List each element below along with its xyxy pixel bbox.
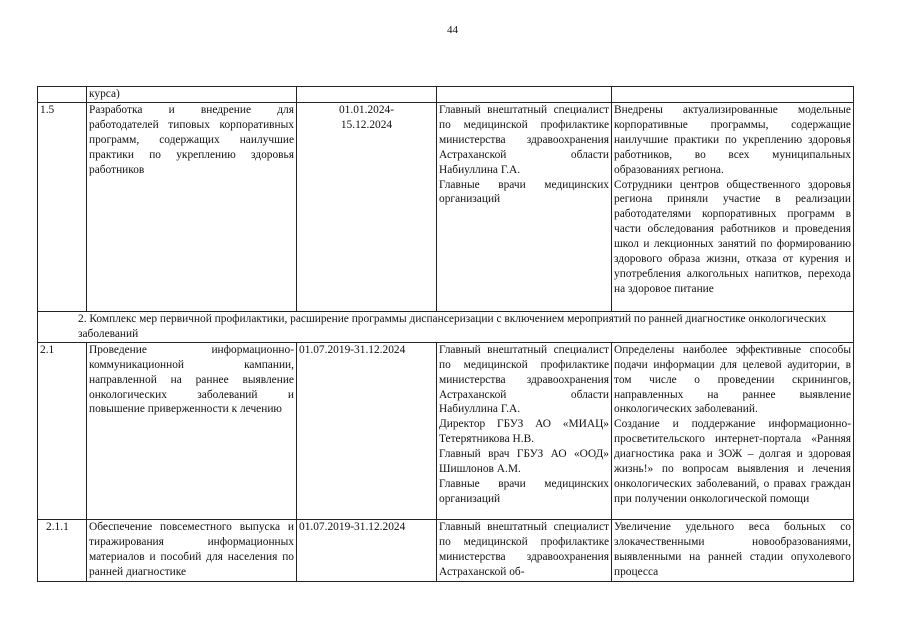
table-row-continuation bbox=[38, 87, 854, 103]
result-paragraph: Увеличение удельного веса больных со злокачественными новообразованиями, выявленными на ранней стадии опухолевого процесса bbox=[614, 520, 851, 578]
table-row-2-1 bbox=[38, 342, 854, 519]
cell-num: 2.1 bbox=[38, 342, 87, 519]
responsible-line: Главные врачи медицинских организаций bbox=[439, 477, 609, 505]
result-paragraph: Определены наиболее эффективные способы подачи информации для целевой аудитории, в том числе о проведении скринингов, направленных на раннее выявление онкологических заболеваний. bbox=[614, 343, 851, 416]
cell-num: 1.5 bbox=[38, 103, 87, 312]
table-row-2-1-1 bbox=[38, 519, 854, 581]
responsible-line: Директор ГБУЗ АО «МИАЦ» Тетерятникова Н.В. bbox=[439, 418, 609, 446]
cell-result bbox=[612, 87, 854, 103]
cell-activity bbox=[87, 87, 297, 103]
cell-activity: Проведение информационно-коммуникационной кампании, направленной на раннее выявление онкологических заболеваний и повышение приверженности к лечению bbox=[87, 342, 297, 519]
cell-period: 01.07.2019-31.12.2024 bbox=[297, 342, 437, 519]
cell-activity bbox=[87, 519, 297, 581]
activity-text: Обеспечение повсеместного выпуска и тиражирования информационных материалов и пособий для населения по ранней диагностике bbox=[89, 520, 294, 578]
cell-responsible bbox=[437, 87, 612, 103]
table-row-section-2 bbox=[38, 312, 854, 343]
section-title: 2. Комплекс мер первичной профилактики, расширение программы диспансеризации с включением мероприятий по ранней диагностике онкологических заболеваний bbox=[38, 312, 854, 343]
cell-result bbox=[612, 103, 854, 312]
result-paragraph: Создание и поддержание информационно-просветительского интернет-портала «Ранняя диагностика рака и ЗОЖ – долгая и здоровая жизнь!» по вопросам выявления и лечения онкологических заболеваний, о правах граждан при получении онкологической помощи bbox=[614, 418, 851, 505]
cell-result bbox=[612, 342, 854, 519]
cell-responsible bbox=[437, 519, 612, 581]
cell-responsible bbox=[437, 103, 612, 312]
page-number: 44 bbox=[447, 24, 458, 36]
measures-table bbox=[37, 86, 854, 582]
cell-result bbox=[612, 519, 854, 581]
cell-period: 01.07.2019-31.12.2024 bbox=[297, 519, 437, 581]
table-row-1-5 bbox=[38, 103, 854, 312]
result-paragraph: Сотрудники центров общественного здоровья региона приняли участие в реализации работодателями корпоративных программ в части обследования работников и проведения школ и лекционных занятий по формированию здорового образа жизни, отказа от курения и употребления алкогольных напитков, перехода на здоровое питание bbox=[614, 178, 851, 295]
cell-num: 2.1.1 bbox=[38, 519, 87, 581]
result-paragraph: Внедрены актуализированные модельные корпоративные программы, содержащие наилучшие практики по укреплению здоровья работников, во всех муниципальных образованиях региона. bbox=[614, 104, 851, 176]
cell-period: 01.01.2024- 15.12.2024 bbox=[297, 103, 437, 312]
responsible-line: Главные врачи медицинских организаций bbox=[439, 178, 609, 206]
cell-responsible bbox=[437, 342, 612, 519]
cell-period bbox=[297, 87, 437, 103]
responsible-line: Главный внештатный специалист по медицинской профилактике министерства здравоохранения Астраханской области Набиуллина Г.А. bbox=[439, 343, 609, 416]
responsible-line: Главный внештатный специалист по медицинской профилактике министерства здравоохранения Астраханской области Набиуллина Г.А. bbox=[439, 104, 609, 176]
cell-num bbox=[38, 87, 87, 103]
responsible-line: Главный врач ГБУЗ АО «ООД» Шишлонов А.М. bbox=[439, 448, 609, 476]
continuation-text: курса) bbox=[89, 88, 120, 100]
cell-activity: Разработка и внедрение для работодателей типовых корпоративных программ, содержащих наилучшие практики по укреплению здоровья работников bbox=[87, 103, 297, 312]
responsible-line: Главный внештатный специалист по медицинской профилактике министерства здравоохранения Астраханской об- bbox=[439, 520, 609, 578]
